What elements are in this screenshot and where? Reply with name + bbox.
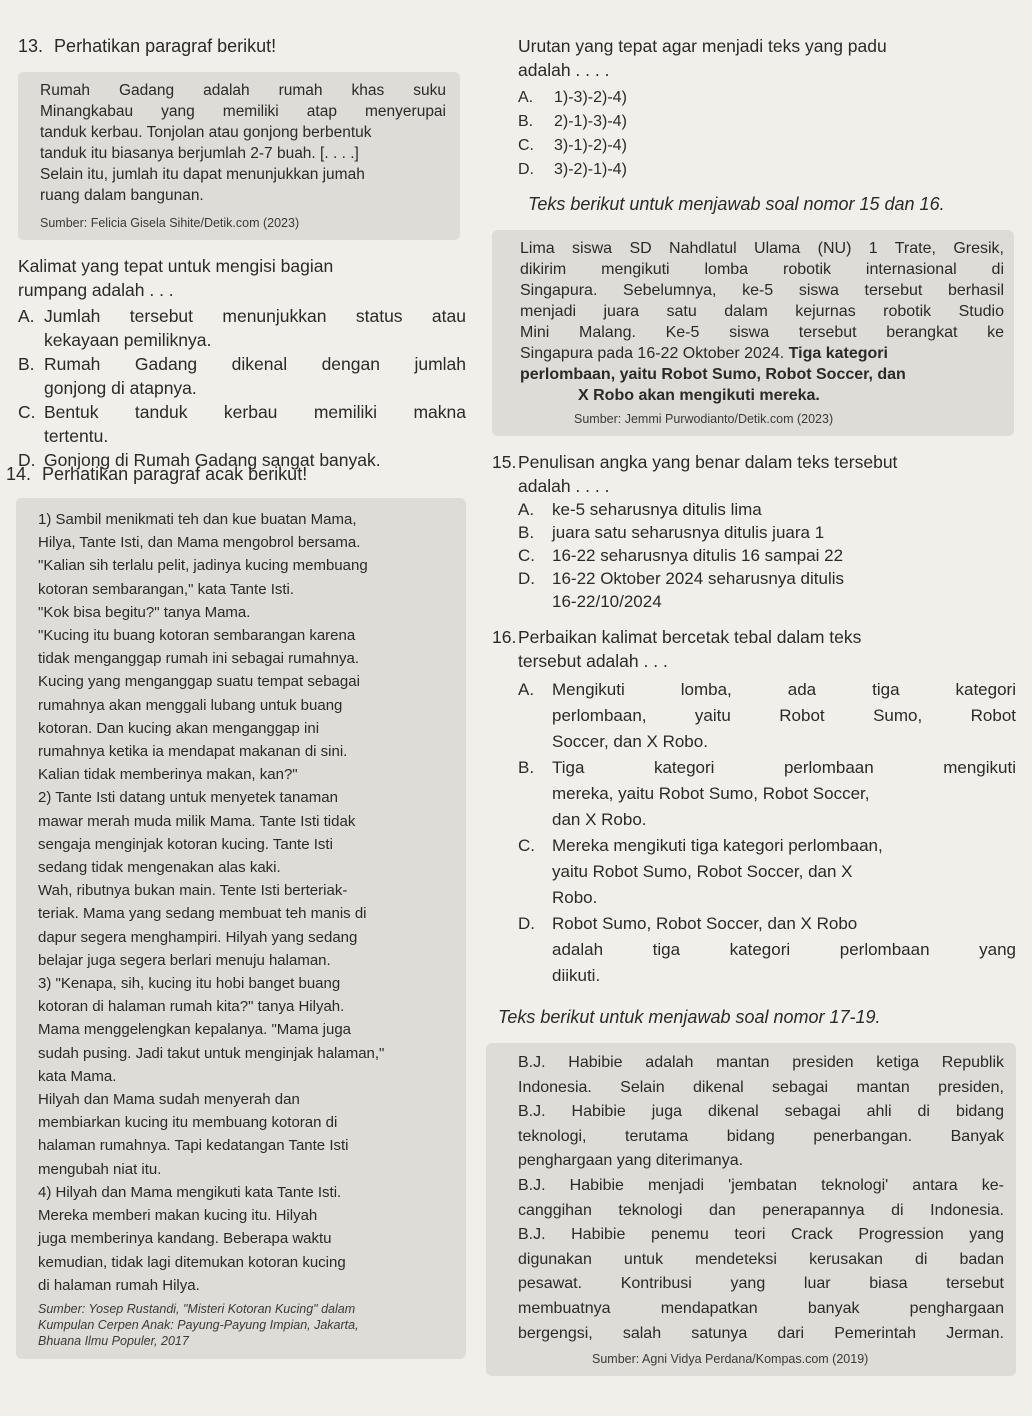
passage-line: Hilya, Tante Isti, dan Mama mengobrol bersama. bbox=[38, 534, 361, 552]
passage-line: belajar juga segera berlari menuju halaman. bbox=[38, 951, 331, 969]
passage-line: dikirim mengikuti lomba robotik internasional di bbox=[520, 261, 1004, 278]
passage-line: membiarkan kucing itu membuang kotoran di bbox=[38, 1114, 338, 1132]
passage-source: Sumber: Yosep Rustandi, "Misteri Kotoran Kucing" dalam bbox=[38, 1301, 356, 1316]
passage-source: Kumpulan Cerpen Anak: Payung-Payung Impian, Jakarta, bbox=[38, 1317, 359, 1332]
passage-line: digunakan untuk mendeteksi kerusakan di badan bbox=[518, 1250, 1004, 1268]
question-15: 15. Penulisan angka yang benar dalam teks tersebut adalah . . . . A. ke-5 seharusnya ditulis lima B. juara satu seharusnya ditulis juara 1 C. 16-22 seharusnya ditulis 16 sampai 22 D. 16-22 Oktober 2024 seharusnya ditulis 16-22/10/2024 bbox=[492, 450, 1016, 613]
question-15-options bbox=[492, 498, 1016, 613]
passage-line: Hilyah dan Mama sudah menyerah dan bbox=[38, 1091, 300, 1109]
passage-line: kotoran sembarangan," kata Tante Isti. bbox=[38, 580, 295, 598]
passage-line: tidak menganggap rumah ini sebagai rumahnya. bbox=[38, 650, 360, 668]
passage-line: dapur segera menghampiri. Hilyah yang sedang bbox=[38, 928, 358, 946]
passage-line: tanduk itu biasanya berjumlah 2-7 buah. [. . . .] bbox=[40, 145, 359, 162]
passage-line: tanduk kerbau. Tonjolan atau gonjong berbentuk bbox=[40, 124, 372, 141]
question-13-stem: Kalimat yang tepat untuk mengisi bagian rumpang adalah . . . bbox=[18, 256, 334, 300]
passage-line: 1) Sambil menikmati teh dan kue buatan Mama, bbox=[38, 511, 357, 528]
passage-line: Singapura. Sebelumnya, ke-5 siswa tersebut berhasil bbox=[520, 282, 1004, 299]
passage-line: 4) Hilyah dan Mama mengikuti kata Tante Isti. bbox=[38, 1183, 342, 1201]
question-16: 16. Perbaikan kalimat bercetak tebal dalam teks tersebut adalah . . . A. Mengikuti lomba, ada tiga kategori perlombaan, yaitu Robot Sumo, Robot Soccer, dan X Robo. B. Tiga kategori perlombaan mengikuti mereka, yaitu Robot Sumo, Robot Soccer, dan X Robo. C. Mereka mengikuti tiga kategori perlombaan, yaitu Robot Sumo, Robot Soccer, dan X Robo. D. Robot Sumo, Robot Soccer, dan X Robo adalah tiga kategori perlombaan yang diikuti. bbox=[492, 625, 1016, 989]
passage-line: 2) Tante Isti datang untuk menyetek tanaman bbox=[38, 789, 338, 807]
option-a[interactable]: A. 1)-3)-2)-4) bbox=[518, 89, 627, 106]
passage-line: Rumah Gadang adalah rumah khas suku bbox=[40, 82, 446, 99]
question-13-options bbox=[18, 304, 466, 472]
passage-line: Kalian tidak memberinya makan, kan?" bbox=[38, 766, 298, 784]
bold-sentence: perlombaan, yaitu Robot Sumo, Robot Soccer, dan bbox=[520, 366, 906, 383]
passage-line: juga memberinya kandang. Beberapa waktu bbox=[38, 1230, 332, 1248]
option-c[interactable]: C. 3)-1)-2)-4) bbox=[518, 137, 627, 154]
passage-line: teknologi, terutama bidang penerbangan. Banyak bbox=[518, 1127, 1004, 1145]
option-d[interactable]: D. Robot Sumo, Robot Soccer, dan X Robo adalah tiga kategori perlombaan yang diikuti. bbox=[518, 914, 1016, 985]
passage-line: "Kok bisa begitu?" tanya Mama. bbox=[38, 603, 251, 621]
passage-source: Sumber: Felicia Gisela Sihite/Detik.com (2023) bbox=[40, 216, 300, 230]
text-15-16-passage bbox=[492, 230, 1014, 436]
passage-line: Selain itu, jumlah itu dapat menunjukkan jumah bbox=[40, 166, 365, 183]
option-d[interactable]: D. 16-22 Oktober 2024 seharusnya ditulis 16-22/10/2024 bbox=[518, 569, 845, 611]
passage-line: B.J. Habibie penemu teori Crack Progression yang bbox=[518, 1226, 1004, 1244]
passage-line: sedang tidak mengenakan alas kaki. bbox=[38, 859, 281, 877]
left-column bbox=[6, 34, 466, 1348]
passage-line: kotoran di halaman rumah kita?" tanya Hilyah. bbox=[38, 998, 345, 1016]
question-14-prompt: 14. Perhatikan paragraf acak berikut! bbox=[6, 464, 308, 484]
passage-line: Singapura pada 16-22 Oktober 2024. bbox=[520, 345, 785, 362]
passage-line: menjadi juara satu dalam kejurnas robotik Studio bbox=[520, 303, 1004, 320]
passage-line: B.J. Habibie juga dikenal sebagai ahli di bidang bbox=[518, 1103, 1004, 1121]
question-14-options bbox=[518, 86, 1016, 182]
passage-line: pesawat. Kontribusi yang luar biasa tersebut bbox=[518, 1275, 1004, 1293]
passage-line: rumahnya ketika ia mendapat makanan di sini. bbox=[38, 743, 348, 761]
option-a[interactable]: A. Mengikuti lomba, ada tiga kategori perlombaan, yaitu Robot Sumo, Robot Soccer, dan X Robo. bbox=[518, 680, 1016, 751]
passage-line: Mama menggelengkan kepalanya. "Mama juga bbox=[38, 1021, 352, 1039]
passage-line: B.J. Habibie menjadi 'jembatan teknologi' antara ke- bbox=[518, 1176, 1004, 1194]
passage-line: teriak. Mama yang sedang membuat teh manis di bbox=[38, 905, 367, 923]
passage-line: Indonesia. Selain dikenal sebagai mantan presiden, bbox=[518, 1078, 1004, 1096]
question-14-continued: Urutan yang tepat agar menjadi teks yang padu adalah . . . . A. 1)-3)-2)-4) B. 2)-1)-3)-4) C. 3)-1)-2)-4) D. 3)-2)-1)-4) bbox=[518, 34, 1016, 182]
option-b[interactable]: B. Rumah Gadang dikenal dengan jumlah gonjong di atapnya. bbox=[18, 354, 466, 398]
passage-line: mawar merah muda milik Mama. Tante Isti tidak bbox=[38, 812, 356, 830]
text-17-19-heading: Teks berikut untuk menjawab soal nomor 17-19. bbox=[498, 1007, 881, 1027]
bold-sentence: X Robo akan mengikuti mereka. bbox=[578, 387, 820, 404]
passage-line: Minangkabau yang memiliki atap menyerupai bbox=[40, 103, 446, 120]
passage-line: halaman rumahnya. Tapi kedatangan Tante Isti bbox=[38, 1137, 349, 1155]
passage-line: rumahnya akan menggali lubang untuk buang bbox=[38, 696, 343, 714]
option-c[interactable]: C. Bentuk tanduk kerbau memiliki makna tertentu. bbox=[18, 402, 466, 446]
passage-source: Sumber: Agni Vidya Perdana/Kompas.com (2019) bbox=[592, 1352, 869, 1367]
option-a[interactable]: A. Jumlah tersebut menunjukkan status atau kekayaan pemiliknya. bbox=[18, 306, 466, 350]
passage-line: kata Mama. bbox=[38, 1067, 117, 1085]
passage-line: di halaman rumah Hilya. bbox=[38, 1276, 200, 1294]
passage-line: "Kucing itu buang kotoran sembarangan karena bbox=[38, 627, 356, 645]
option-b[interactable]: B. Tiga kategori perlombaan mengikuti mereka, yaitu Robot Sumo, Robot Soccer, dan X Robo. bbox=[518, 758, 1016, 829]
passage-line: sudah pusing. Jadi takut untuk menginjak halaman," bbox=[38, 1044, 385, 1062]
passage-line: Mini Malang. Ke-5 siswa tersebut berangkat ke bbox=[520, 324, 1004, 341]
passage-line: "Kalian sih terlalu pelit, jadinya kucing membuang bbox=[38, 557, 368, 575]
option-c[interactable]: C. 16-22 seharusnya ditulis 16 sampai 22 bbox=[518, 546, 844, 565]
question-13-passage bbox=[18, 72, 460, 240]
option-b[interactable]: B. juara satu seharusnya ditulis juara 1 bbox=[518, 523, 825, 542]
text-17-19-passage bbox=[486, 1043, 1016, 1376]
question-16-options bbox=[492, 677, 1016, 989]
passage-line: ruang dalam bangunan. bbox=[40, 187, 204, 204]
passage-line: 3) "Kenapa, sih, kucing itu hobi banget buang bbox=[38, 975, 341, 993]
passage-line: Kucing yang menganggap suatu tempat sebagai bbox=[38, 673, 360, 691]
passage-source: Sumber: Jemmi Purwodianto/Detik.com (2023) bbox=[574, 412, 834, 426]
passage-line: B.J. Habibie adalah mantan presiden ketiga Republik bbox=[518, 1054, 1004, 1071]
passage-line: Mereka memberi makan kucing itu. Hilyah bbox=[38, 1207, 318, 1225]
passage-line: canggihan teknologi dan penerapannya di Indonesia. bbox=[518, 1201, 1004, 1219]
question-13-prompt: 13. Perhatikan paragraf berikut! bbox=[18, 36, 277, 56]
passage-source: Bhuana Ilmu Populer, 2017 bbox=[38, 1333, 189, 1348]
option-d[interactable]: D. 3)-2)-1)-4) bbox=[518, 161, 627, 178]
text-15-16-heading: Teks berikut untuk menjawab soal nomor 15 dan 16. bbox=[528, 194, 945, 214]
right-column bbox=[480, 34, 1016, 1376]
option-d[interactable]: D. Gonjong di Rumah Gadang sangat banyak. bbox=[18, 450, 381, 470]
passage-line: kemudian, tidak lagi ditemukan kotoran kucing bbox=[38, 1253, 346, 1271]
passage-line: kotoran. Dan kucing akan menganggap ini bbox=[38, 719, 320, 737]
passage-line: Lima siswa SD Nahdlatul Ulama (NU) 1 Trate, Gresik, bbox=[520, 240, 1004, 257]
question-13 bbox=[18, 34, 466, 470]
passage-line: sengaja menginjak kotoran kucing. Tante Isti bbox=[38, 835, 333, 853]
passage-line: membuatnya mendapatkan banyak penghargaan bbox=[518, 1299, 1004, 1317]
passage-line: penghargaan yang diterimanya. bbox=[518, 1152, 744, 1170]
question-14 bbox=[6, 462, 466, 1359]
question-14-passage bbox=[16, 498, 466, 1359]
bold-sentence: Tiga kategori bbox=[788, 345, 888, 362]
option-b[interactable]: B. 2)-1)-3)-4) bbox=[518, 113, 627, 130]
passage-line: bergengsi, salah satunya dari Pemerintah Jerman. bbox=[518, 1324, 1004, 1342]
passage-line: Wah, ributnya bukan main. Tente Isti berteriak- bbox=[38, 882, 348, 900]
option-c[interactable]: C. Mereka mengikuti tiga kategori perlombaan, yaitu Robot Sumo, Robot Soccer, dan X Robo. bbox=[518, 836, 883, 907]
option-a[interactable]: A. ke-5 seharusnya ditulis lima bbox=[518, 500, 762, 519]
passage-line: mengubah niat itu. bbox=[38, 1160, 162, 1178]
